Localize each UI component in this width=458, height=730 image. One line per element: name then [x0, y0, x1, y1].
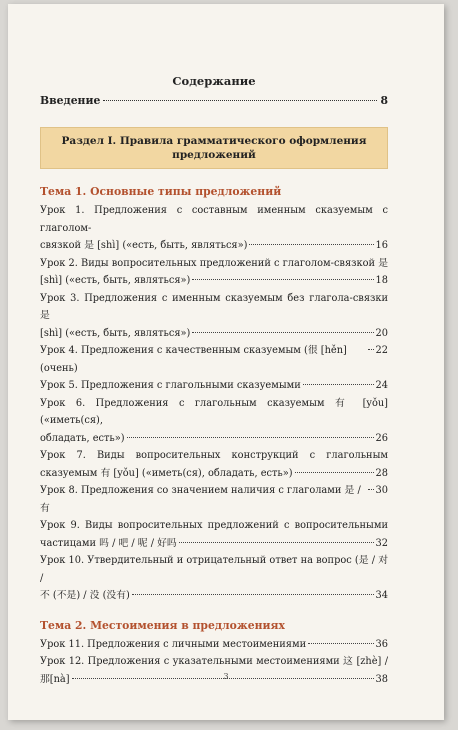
lesson-page: 28 [375, 467, 388, 479]
lesson-title-line: Урок 1. Предложения с составным именным сказуемым с глаголом- [40, 205, 388, 234]
lesson-last-line [40, 636, 388, 654]
intro-page: 8 [380, 94, 388, 107]
toc-entry-lesson [40, 342, 388, 377]
lesson-title-line: Урок 6. Предложения с глагольным сказуемым 有 [yǒu] («иметь(ся), [40, 397, 388, 426]
lesson-last-line [40, 430, 388, 448]
lesson-page: 36 [375, 638, 388, 650]
toc-entry-lesson [40, 636, 388, 654]
lesson-title-text: Урок 8. Предложения со значением наличия с глаголами 是 / 有 [40, 485, 361, 514]
lesson-last-line [40, 272, 388, 290]
lesson-title-text: Урок 11. Предложения с личными местоимениями [40, 638, 307, 650]
table-of-contents [40, 74, 388, 688]
lesson-page: 24 [375, 380, 388, 391]
dot-leader [368, 489, 374, 490]
lesson-last-line [40, 342, 388, 377]
lesson-page: 16 [375, 240, 388, 251]
lesson-page: 18 [375, 275, 388, 286]
dot-leader [249, 244, 373, 245]
lesson-last-line [40, 465, 388, 483]
toc-entry-lesson [40, 202, 388, 255]
dot-leader [127, 437, 374, 438]
lesson-last-line [40, 377, 388, 395]
toc-entry-lesson [40, 395, 388, 448]
lesson-page: 30 [375, 485, 388, 496]
toc-entry-lesson [40, 377, 388, 395]
lesson-last-line [40, 325, 388, 343]
toc-title: Содержание [172, 74, 256, 88]
lesson-title-line: Урок 10. Утвердительный и отрицательный ответ на вопрос (是 / 对 / [40, 555, 388, 584]
intro-label: Введение [40, 94, 101, 107]
lesson-page: 38 [375, 673, 388, 685]
lesson-page: 34 [375, 590, 388, 601]
dot-leader [295, 472, 374, 473]
lesson-last-line [40, 482, 388, 517]
dot-leader [303, 384, 374, 385]
lesson-page: 20 [375, 327, 388, 339]
lesson-title-text: 不 (不是) / 没 (没有) [40, 590, 130, 601]
book-page [8, 4, 444, 720]
lesson-title-line: Урок 2. Виды вопросительных предложений с глаголом-связкой 是 [40, 257, 388, 269]
toc-entry-lesson [40, 552, 388, 605]
dot-leader [308, 643, 373, 644]
lesson-page: 22 [375, 345, 388, 356]
topic-heading: Тема 2. Местоимения в предложениях [40, 618, 285, 632]
lesson-last-line [40, 237, 388, 255]
lesson-title-text: связкой 是 [shì] («есть, быть, являться») [40, 240, 248, 251]
toc-entry-intro [40, 94, 388, 107]
toc-entry-lesson [40, 255, 388, 290]
dot-leader [132, 594, 374, 595]
dot-leader [368, 349, 374, 350]
toc-entry-lesson [40, 653, 388, 688]
lesson-title-line: Урок 7. Виды вопросительных конструкций с глагольным [40, 450, 388, 461]
lesson-title-text: сказуемым 有 [yǒu] («иметь(ся), обладать, есть») [40, 467, 293, 479]
lesson-page: 32 [375, 537, 388, 549]
section-heading: Раздел I. Правила грамматического оформления предложений [40, 127, 388, 169]
toc-entry-lesson [40, 517, 388, 552]
page-number: 3 [223, 672, 229, 681]
toc-entry-lesson [40, 482, 388, 517]
dot-leader [192, 332, 373, 333]
lesson-title-text: [shì] («есть, быть, являться») [40, 275, 191, 286]
dot-leader [103, 100, 377, 101]
lesson-page: 26 [375, 432, 388, 444]
dot-leader [192, 279, 373, 280]
lesson-title-line: Урок 12. Предложения с указательными местоимениями 这 [zhè] / [40, 656, 388, 667]
lesson-title-text: Урок 4. Предложения с качественным сказуемым (很 [hěn] (очень) [40, 345, 347, 374]
lesson-title-text: 那[nà] [40, 673, 70, 685]
topic-1-lessons [40, 202, 388, 605]
lesson-last-line [40, 587, 388, 605]
lesson-title-text: [shì] («есть, быть, являться») [40, 327, 191, 339]
lesson-title-line: Урок 3. Предложения с именным сказуемым без глагола-связки 是 [40, 292, 388, 321]
dot-leader [179, 542, 374, 543]
lesson-title-text: частицами 吗 / 吧 / 呢 / 好吗 [40, 537, 177, 549]
lesson-last-line [40, 535, 388, 553]
lesson-title-text: обладать, есть») [40, 432, 125, 444]
lesson-title-line: Урок 9. Виды вопросительных предложений с вопросительными [40, 520, 388, 531]
lesson-title-text: Урок 5. Предложения с глагольными сказуемыми [40, 380, 301, 391]
toc-entry-lesson [40, 447, 388, 482]
toc-entry-lesson [40, 290, 388, 343]
topic-heading: Тема 1. Основные типы предложений [40, 185, 282, 198]
